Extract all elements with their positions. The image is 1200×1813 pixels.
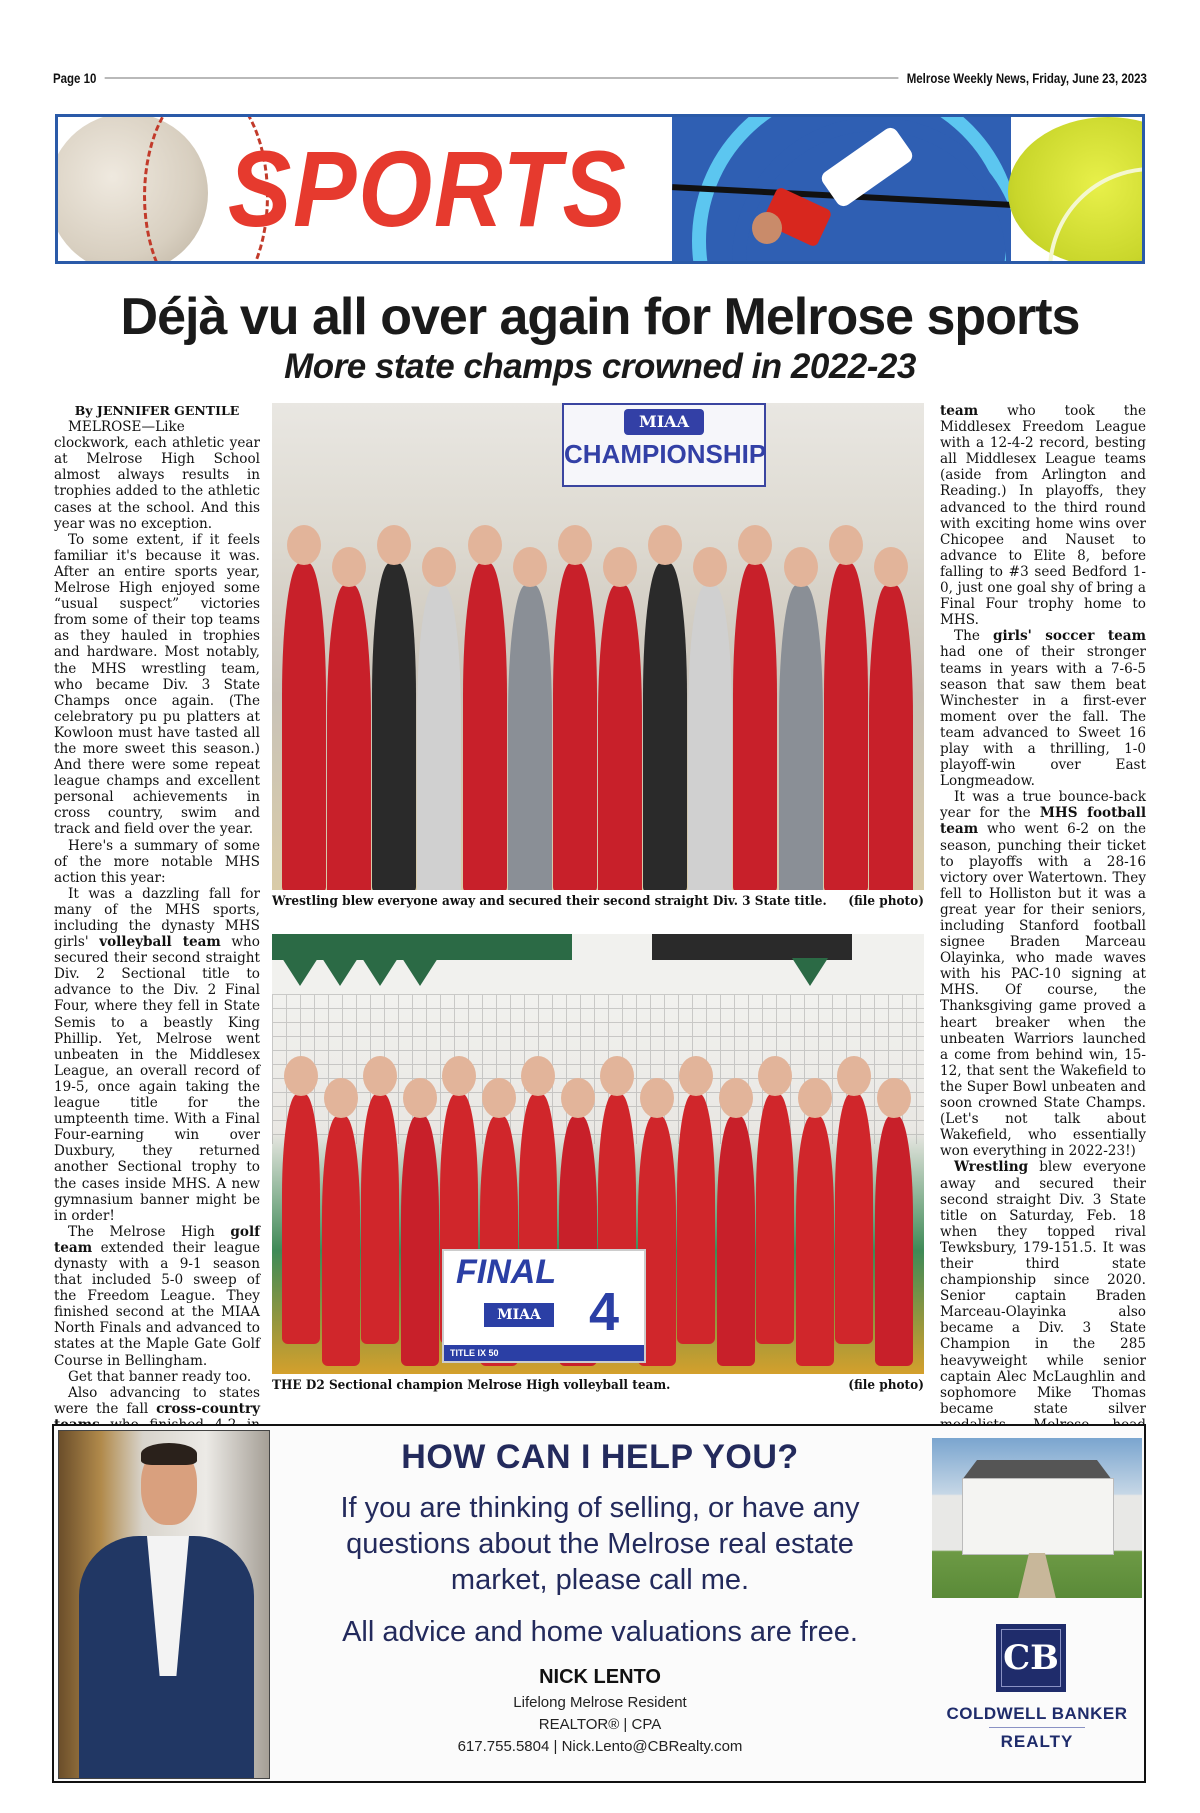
team-member-head (561, 1078, 595, 1118)
team-member-head (377, 525, 411, 565)
column-right-body (940, 403, 1146, 1530)
article-column-left (54, 403, 260, 1530)
article-paragraph (54, 838, 260, 886)
high-jumper-illustration (672, 117, 1011, 261)
bold-phrase: volleyball team (99, 934, 221, 951)
pennant (362, 958, 398, 986)
bold-phrase: Wrestling (954, 1159, 1029, 1176)
bold-phrase: girls' soccer team (992, 628, 1146, 645)
team-member (779, 585, 823, 890)
text-run: Here's a summary of some of the more notable MHS action this year: (54, 837, 260, 886)
sports-section-banner (55, 114, 1145, 264)
caption-text: Wrestling blew everyone away and secured their second straight Div. 3 State title. (272, 894, 827, 909)
team-member-head (284, 1056, 318, 1096)
text-run: who secured their second straight Div. 2 Sectional title to advance to the Div. 2 Final Four, where they fell in State Semis to a beastly King Phillip. Yet, Melrose went unbeaten in the Middlesex League, an overall record of 19-5, once again taking the league title for the umpteenth time. With a Final Four-earning win over Duxbury, they returned another Sectional trophy to the cases inside MHS. A new gymnasium banner might be in order! (54, 934, 260, 1224)
tennis-ball-icon (1008, 117, 1145, 264)
ad-body-line: questions about the Melrose real estate (346, 1528, 854, 1560)
bold-phrase: team (940, 403, 979, 419)
team-member-head (324, 1078, 358, 1118)
text-run: extended their league dynasty with a 9-1 season that included 5-0 sweep of the Freedom League. They finished second at the MIAA North Finals and advanced to states at the Maple Gate Golf Course in Bellingham. (54, 1239, 260, 1369)
caption-text: THE D2 Sectional champion Melrose High volleyball team. (272, 1378, 671, 1393)
article-paragraph (940, 789, 1146, 1159)
scoreboard (652, 934, 852, 960)
team-member-head (513, 547, 547, 587)
pennant (322, 958, 358, 986)
team-member-head (648, 525, 682, 565)
team-member (796, 1116, 834, 1366)
article-paragraph (54, 532, 260, 838)
photo-credit: (file photo) (848, 894, 924, 909)
team-member-head (784, 547, 818, 587)
ad-headline: HOW CAN I HELP YOU? (401, 1438, 799, 1476)
team-member-head (468, 525, 502, 565)
agent-portrait (58, 1430, 270, 1779)
team-member-head (877, 1078, 911, 1118)
baseball-icon (55, 114, 208, 264)
text-run: had one of their stronger teams in years with a 7-6-5 season that saw them beat Winchester in a first-ever moment over the fall. The team advanced to Sweet 16 play with a thrilling, 1-0 playoff-win over East Longmeadow. (940, 644, 1146, 790)
text-run: The Melrose High (68, 1223, 231, 1240)
team-member (327, 585, 371, 890)
team-member (322, 1116, 360, 1366)
team-member (756, 1094, 794, 1344)
team-member (875, 1116, 913, 1366)
photo-caption (272, 1378, 924, 1393)
article-column-right (940, 403, 1146, 1562)
text-run: who went 6-2 on the season, punching their ticket to playoffs with a 28-16 victory over Watertown. They fell to Holliston but it was a great year for their seniors, including Stanford football signee Braden Marceau Olayinka, who made waves with his PAC-10 signing at MHS. Of course, the Thanksgiving game proved a heart breaker when the unbeaten Warriors launched a come from behind win, 15-12, that sent the Wakefield to the Super Bowl unbeaten and soon crowned State Champs. (Let's not talk about Wakefield, who essentially won everything in 2022-23!) (940, 821, 1146, 1160)
text-run: The (954, 628, 993, 645)
hair (141, 1443, 197, 1465)
volleyball-team-photo (272, 934, 924, 1374)
team-member-head (798, 1078, 832, 1118)
house-roof (962, 1460, 1112, 1480)
team-member (869, 585, 913, 890)
text-run: MELROSE—Like clockwork, each athletic year at Melrose High School almost always results in trophies added to the athletic cases at the school. And this year was no exception. (54, 419, 260, 532)
team-member-head (738, 525, 772, 565)
tennis-seam (1048, 167, 1145, 264)
ad-body-line: If you are thinking of selling, or have any (340, 1492, 860, 1524)
team-member-head (363, 1056, 397, 1096)
team-member (598, 585, 642, 890)
article-paragraph (54, 419, 260, 532)
team-member (372, 563, 416, 890)
dateline: Melrose Weekly News, Friday, June 23, 2023 (906, 70, 1147, 86)
text-run: who took the Middlesex Freedom League with a 12-4-2 record, besting all Middlesex League teams (aside from Arlington and Reading.) In playoffs, they advanced to the third round with exciting home wins over Chicopee and Nauset to advance to Elite 8, before falling to #3 seed Bedford 1-0, just one goal shy of bring a Final Four trophy home to MHS. (940, 403, 1146, 629)
coldwell-banker-logo-icon: CB (996, 1624, 1066, 1692)
article-paragraph (54, 886, 260, 1224)
article-paragraph (54, 1369, 260, 1385)
team-member-head (829, 525, 863, 565)
ad-body-line: market, please call me. (450, 1564, 750, 1596)
team-member (835, 1094, 873, 1344)
team-member-head (679, 1056, 713, 1096)
ad-copy (270, 1426, 930, 1781)
bold-phrase: MHS football team (940, 805, 1146, 838)
team-member-head (422, 547, 456, 587)
banner-word: FINAL (456, 1253, 557, 1291)
ad-body (270, 1490, 930, 1598)
team-member (282, 563, 326, 890)
team-member-head (442, 1056, 476, 1096)
banner-footer: TITLE IX 50 (444, 1345, 644, 1361)
wrestling-team-photo (272, 403, 924, 890)
team-member-head (332, 547, 366, 587)
text-run: Get that banner ready too. (68, 1368, 252, 1385)
final-four-banner (442, 1249, 646, 1363)
agent-tagline: Lifelong Melrose Resident (513, 1694, 687, 1711)
team-member (688, 585, 732, 890)
photo-caption (272, 894, 924, 909)
brand-sub: REALTY (1000, 1732, 1074, 1751)
page-number: Page 10 (53, 70, 97, 86)
agent-credentials: REALTOR® | CPA (538, 1716, 662, 1733)
team-member-head (640, 1078, 674, 1118)
jumper-head (752, 212, 782, 244)
real-estate-advertisement[interactable] (52, 1424, 1146, 1783)
article-paragraph (54, 1224, 260, 1369)
team-member (677, 1094, 715, 1344)
team-member (717, 1116, 755, 1366)
team-member (282, 1094, 320, 1344)
article-headline: Déjà vu all over again for Melrose sports (120, 288, 1080, 346)
column-left-body (54, 419, 260, 1529)
walkway (1017, 1553, 1057, 1598)
team-member-head (693, 547, 727, 587)
byline: By JENNIFER GENTILE (74, 403, 240, 418)
team-member (643, 563, 687, 890)
championship-sign (562, 403, 766, 487)
text-run: To some extent, if it feels familiar it's because it was. After an entire sports year, Melrose High enjoyed some “usual suspect” victories from some of their top teams as they hauled in trophies and hardware. Most notably, the MHS wrestling team, who became Div. 3 State Champs once again. (The celebratory pu pu platters at Kowloon must have tasted all the more sweet this season.) And there were some repeat league champs and excellent personal achievements in cross country, swim and track and field over the year. (54, 531, 260, 838)
team-member-head (403, 1078, 437, 1118)
pennant (282, 958, 318, 986)
agent-contact[interactable]: 617.755.5804 | Nick.Lento@CBRealty.com (457, 1738, 743, 1755)
team-member-head (287, 525, 321, 565)
team-member (401, 1116, 439, 1366)
article-paragraph (940, 403, 1146, 628)
team-member-head (558, 525, 592, 565)
team-member (417, 585, 461, 890)
pennant (792, 958, 828, 986)
brand-name: COLDWELL BANKER (946, 1704, 1128, 1723)
bold-phrase: cross-country (156, 1400, 260, 1417)
team-member (553, 563, 597, 890)
brand-divider (989, 1727, 1085, 1728)
team-member (733, 563, 777, 890)
pennant (402, 958, 438, 986)
section-title: SPORTS (228, 128, 628, 249)
team-member-head (837, 1056, 871, 1096)
team-member-head (482, 1078, 516, 1118)
team-member-head (719, 1078, 753, 1118)
agent-name: NICK LENTO (539, 1666, 661, 1688)
team-member (508, 585, 552, 890)
article-subhead: More state champs crowned in 2022-23 (284, 347, 916, 386)
team-member (824, 563, 868, 890)
text-run: blew everyone away and secured their second straight Div. 3 State title on Saturday, Feb. 18 when they topped rival Tewksbury, 179-151.5. It was their third state championship since 2020. Senior captain Braden Marceau-Olayinka also became a Div. 3 State Champion in the 285 heavyweight while senior captain Alec McLaughlin and sophomore Mike Thomas became state silver (940, 1159, 1146, 1417)
bold-phrase: golf team (54, 1223, 260, 1256)
banner-number: 4 (589, 1282, 620, 1342)
photo-credit: (file photo) (848, 1378, 924, 1393)
text-run: It was a true bounce-back year for the (940, 789, 1146, 822)
team-member-head (603, 547, 637, 587)
sign-text: CHAMPIONSHIP (564, 439, 767, 469)
gym-banners (272, 934, 572, 960)
team-member-head (600, 1056, 634, 1096)
team-member (361, 1094, 399, 1344)
article-paragraph (940, 628, 1146, 789)
team-member-head (521, 1056, 555, 1096)
text-run: It was a dazzling fall for many of the MHS sports, including the dynasty MHS girls' (54, 885, 260, 951)
text-run: Also advancing to states were the fall (54, 1384, 260, 1417)
banner-org: MIAA (484, 1303, 554, 1327)
sign-org: MIAA (624, 409, 704, 435)
folio-rule (105, 77, 899, 79)
house-facade (962, 1478, 1114, 1555)
ad-free-line: All advice and home valuations are free. (342, 1616, 858, 1648)
team-member-head (758, 1056, 792, 1096)
team-member-head (874, 547, 908, 587)
page-folio (53, 68, 1147, 88)
team-member (463, 563, 507, 890)
house-photo (932, 1438, 1142, 1598)
